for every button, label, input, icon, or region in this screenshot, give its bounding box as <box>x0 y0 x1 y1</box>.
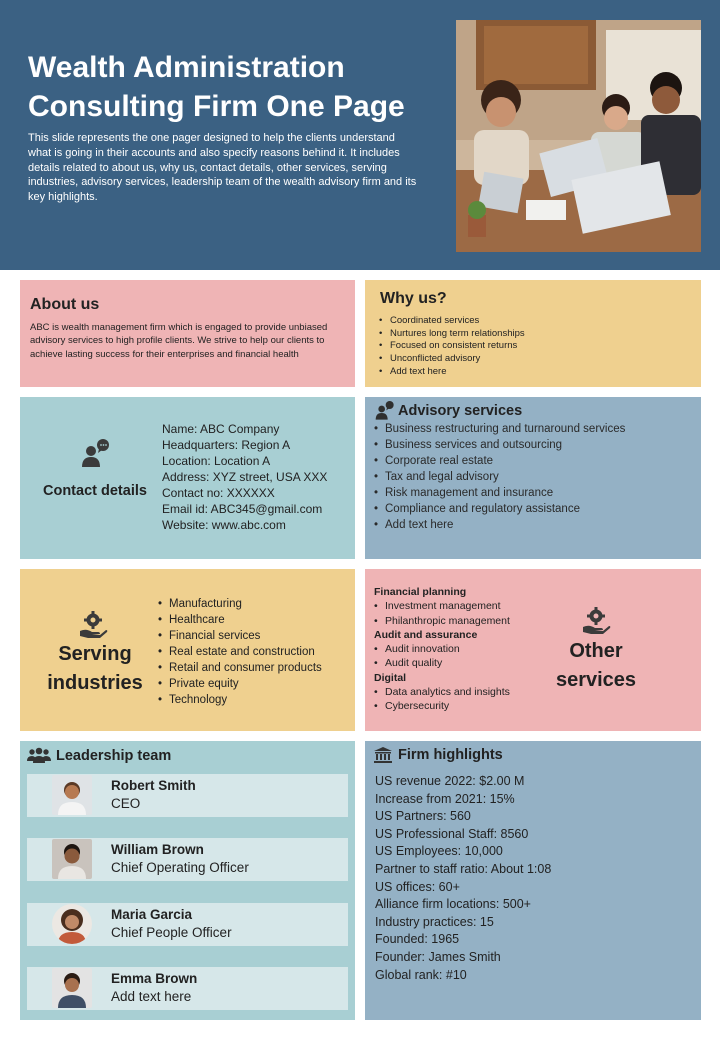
highlight-line: Global rank: #10 <box>375 967 467 982</box>
industries-list <box>158 596 322 708</box>
user-chat-icon <box>80 439 112 469</box>
list-item: • Healthcare <box>158 612 322 628</box>
header-banner <box>0 0 720 270</box>
highlight-line: US offices: 60+ <box>375 879 460 894</box>
highlight-line: Founded: 1965 <box>375 932 460 947</box>
list-item: • Compliance and regulatory assistance <box>374 501 625 517</box>
leader-role: Chief Operating Officer <box>111 860 249 875</box>
serving-industries-panel <box>20 569 355 731</box>
contact-headquarters: Headquarters: Region A <box>162 438 291 452</box>
title-line-2: Consulting Firm One Page <box>28 90 405 123</box>
list-item: • Add text here <box>374 517 625 533</box>
heading-line-1: Other <box>569 640 623 662</box>
other-services-panel <box>365 569 701 731</box>
leader-name: Maria Garcia <box>111 907 193 922</box>
leader-name: Robert Smith <box>111 778 196 793</box>
gear-hand-icon <box>78 611 108 639</box>
list-item: • Corporate real estate <box>374 453 625 469</box>
list-item: • Add text here <box>379 366 525 379</box>
list-item: • Financial services <box>158 628 322 644</box>
list-item: • Cybersecurity <box>374 699 510 713</box>
avatar <box>52 839 92 879</box>
highlight-line: US Partners: 560 <box>375 809 471 824</box>
about-us-panel <box>20 280 355 387</box>
leader-role: Chief People Officer <box>111 925 232 940</box>
bank-icon <box>374 747 392 763</box>
highlight-line: US Professional Staff: 8560 <box>375 826 529 841</box>
highlight-line: Founder: James Smith <box>375 949 501 964</box>
list-item: • Unconflicted advisory <box>379 353 525 366</box>
list-item: • Audit quality <box>374 656 510 670</box>
highlight-line: US revenue 2022: $2.00 M <box>375 774 525 788</box>
avatar <box>52 968 92 1008</box>
other-services-heading <box>540 637 652 695</box>
group-title: Audit and assurance <box>374 628 478 641</box>
page-description: This slide represents the one pager designed to help the clients understand what is going in their accounts and also specify reasons behind it. It includes details related to about us, why us, contact details, other services, serving industries, advisory services, leadership team of the wealth advisory firm and its key highlights. <box>28 132 417 204</box>
serving-industries-heading <box>40 640 150 698</box>
firm-highlights-list <box>375 773 551 984</box>
leader-role: Add text here <box>111 989 192 1004</box>
gear-hand-icon <box>581 607 611 635</box>
list-item: • Private equity <box>158 676 322 692</box>
contact-email: Email id: ABC345@gmail.com <box>162 502 323 516</box>
list-item: • Retail and consumer products <box>158 660 322 676</box>
list-item: • Investment management <box>374 599 510 613</box>
contact-details-panel <box>20 397 355 559</box>
highlight-line: Industry practices: 15 <box>375 914 494 929</box>
firm-highlights-panel <box>365 741 701 1020</box>
list-item: • Risk management and insurance <box>374 485 625 501</box>
leader-name: William Brown <box>111 842 204 857</box>
contact-info <box>162 421 327 533</box>
advisory-services-panel <box>365 397 701 559</box>
title-line-1: Wealth Administration <box>28 51 345 84</box>
list-item: • Tax and legal advisory <box>374 469 625 485</box>
contact-address: Address: XYZ street, USA XXX <box>162 470 328 484</box>
heading-line-1: Serving <box>58 643 132 665</box>
advisory-services-heading: Advisory services <box>398 403 523 419</box>
firm-highlights-heading: Firm highlights <box>398 747 503 763</box>
why-us-list <box>379 315 525 379</box>
user-chat-icon <box>374 401 396 421</box>
leader-card <box>27 967 348 1010</box>
avatar <box>52 904 92 944</box>
list-item: • Audit innovation <box>374 642 510 656</box>
why-us-panel <box>365 280 701 387</box>
contact-name: Name: ABC Company <box>162 422 280 436</box>
leadership-team-heading: Leadership team <box>56 748 172 764</box>
leader-card <box>27 838 348 881</box>
leader-card <box>27 903 348 946</box>
heading-line-2: services <box>555 669 637 691</box>
list-item: • Real estate and construction <box>158 644 322 660</box>
highlight-line: Increase from 2021: 15% <box>375 791 515 806</box>
contact-details-heading: Contact details <box>43 483 147 499</box>
highlight-line: US Employees: 10,000 <box>375 844 503 859</box>
contact-phone: Contact no: XXXXXX <box>162 486 275 500</box>
page-title <box>28 48 448 126</box>
list-item: • Coordinated services <box>379 315 525 328</box>
list-item: • Manufacturing <box>158 596 322 612</box>
group-title: Financial planning <box>374 586 467 598</box>
group-title: Digital <box>374 671 407 684</box>
why-us-heading: Why us? <box>380 290 447 307</box>
list-item: • Technology <box>158 692 322 708</box>
about-us-text: ABC is wealth management firm which is engaged to provide unbiased advisory services to high profile clients. We strive to help our clients to achieve lasting success for their enterprises and financial health <box>30 322 328 360</box>
about-us-heading: About us <box>30 296 100 313</box>
team-icon <box>27 747 51 763</box>
other-services-list <box>374 585 510 714</box>
avatar <box>52 775 92 815</box>
highlight-line: Partner to staff ratio: About 1:08 <box>375 861 552 876</box>
highlight-line: Alliance firm locations: 500+ <box>375 897 531 912</box>
contact-website: Website: www.abc.com <box>162 518 286 532</box>
list-item: • Data analytics and insights <box>374 685 510 699</box>
leader-name: Emma Brown <box>111 971 198 986</box>
contact-location: Location: Location A <box>162 454 271 468</box>
list-item: • Philanthropic management <box>374 614 510 628</box>
list-item: • Nurtures long term relationships <box>379 328 525 341</box>
leader-role: CEO <box>111 796 141 811</box>
heading-line-2: industries <box>47 672 143 694</box>
list-item: • Focused on consistent returns <box>379 340 525 353</box>
list-item: • Business restructuring and turnaround services <box>374 421 625 437</box>
list-item: • Business services and outsourcing <box>374 437 625 453</box>
advisory-services-list <box>374 421 625 533</box>
team-meeting-photo <box>456 20 701 252</box>
leader-card <box>27 774 348 817</box>
